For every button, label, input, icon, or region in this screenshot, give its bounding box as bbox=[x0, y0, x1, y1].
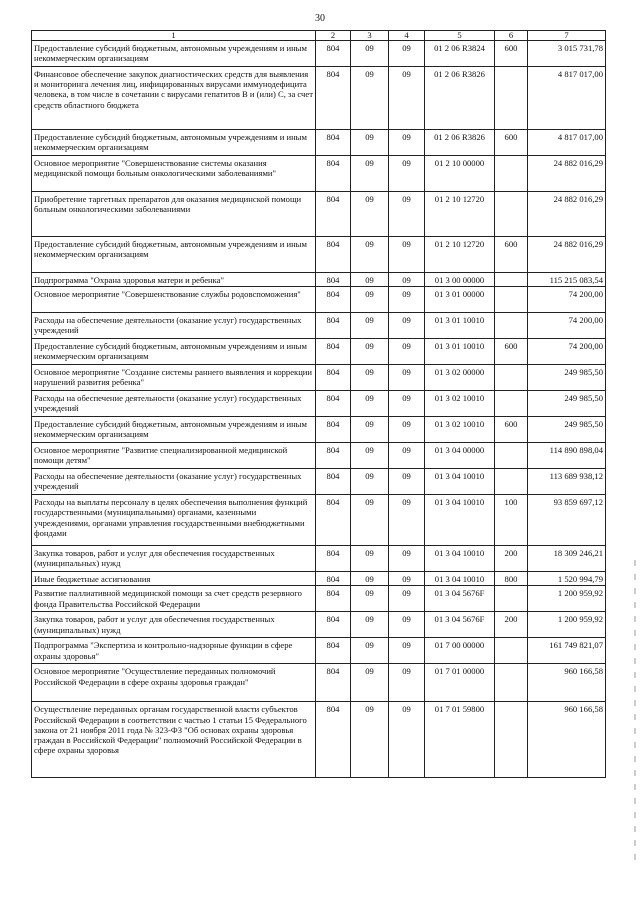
expense-type-cell bbox=[495, 638, 528, 664]
target-article-cell: 01 7 01 00000 bbox=[425, 664, 495, 702]
expense-type-cell bbox=[495, 443, 528, 469]
row-name-cell: Расходы на обеспечение деятельности (оказание услуг) государственных учреждений bbox=[32, 391, 316, 417]
subsection-cell: 09 bbox=[389, 638, 425, 664]
column-header: 1 bbox=[32, 31, 316, 41]
target-article-cell: 01 3 04 5676F bbox=[425, 586, 495, 612]
grbs-cell: 804 bbox=[316, 192, 351, 237]
amount-cell: 4 817 017,00 bbox=[528, 67, 606, 130]
table-row bbox=[32, 417, 606, 443]
row-name-cell: Предоставление субсидий бюджетным, автономным учреждениям и иным некоммерческим организациям bbox=[32, 417, 316, 443]
row-name-cell: Предоставление субсидий бюджетным, автономным учреждениям и иным некоммерческим организациям bbox=[32, 130, 316, 156]
table-row bbox=[32, 313, 606, 339]
amount-cell: 960 166,58 bbox=[528, 702, 606, 778]
expense-type-cell: 600 bbox=[495, 130, 528, 156]
table-row bbox=[32, 664, 606, 702]
section-cell: 09 bbox=[351, 41, 389, 67]
section-cell: 09 bbox=[351, 67, 389, 130]
expense-type-cell bbox=[495, 365, 528, 391]
grbs-cell: 804 bbox=[316, 664, 351, 702]
grbs-cell: 804 bbox=[316, 67, 351, 130]
amount-cell: 249 985,50 bbox=[528, 365, 606, 391]
amount-cell: 161 749 821,07 bbox=[528, 638, 606, 664]
target-article-cell: 01 3 01 00000 bbox=[425, 287, 495, 313]
subsection-cell: 09 bbox=[389, 664, 425, 702]
table-row bbox=[32, 546, 606, 572]
grbs-cell: 804 bbox=[316, 546, 351, 572]
row-name-cell: Основное мероприятие "Создание системы раннего выявления и коррекции нарушений развития ребенка" bbox=[32, 365, 316, 391]
page-number: 30 bbox=[315, 13, 325, 24]
row-name-cell: Финансовое обеспечение закупок диагностических средств для выявления и мониторинга лечения лиц, инфицированных вирусами иммунодефицита человека, в том числе в сочетании с вирусами гепатитов В и (или) С, за счет средств областного бюджета bbox=[32, 67, 316, 130]
target-article-cell: 01 2 10 12720 bbox=[425, 192, 495, 237]
grbs-cell: 804 bbox=[316, 339, 351, 365]
expense-type-cell bbox=[495, 192, 528, 237]
table-row bbox=[32, 702, 606, 778]
target-article-cell: 01 3 00 00000 bbox=[425, 273, 495, 287]
target-article-cell: 01 3 02 10010 bbox=[425, 391, 495, 417]
row-name-cell: Расходы на обеспечение деятельности (оказание услуг) государственных учреждений bbox=[32, 313, 316, 339]
amount-cell: 24 882 016,29 bbox=[528, 237, 606, 273]
target-article-cell: 01 3 02 00000 bbox=[425, 365, 495, 391]
row-name-cell: Осуществление переданных органам государственной власти субъектов Российской Федерации в соответствии с частью 1 статьи 15 Федерального закона от 21 ноября 2011 года № 323-ФЗ "Об основах охраны здоровья граждан в Российской Федерации" полномочий Российской Федерации в сфере охраны здоровья bbox=[32, 702, 316, 778]
target-article-cell: 01 3 01 10010 bbox=[425, 339, 495, 365]
target-article-cell: 01 2 10 12720 bbox=[425, 237, 495, 273]
table-row bbox=[32, 41, 606, 67]
table-row bbox=[32, 638, 606, 664]
section-cell: 09 bbox=[351, 365, 389, 391]
expense-type-cell bbox=[495, 586, 528, 612]
amount-cell: 3 015 731,78 bbox=[528, 41, 606, 67]
amount-cell: 18 309 246,21 bbox=[528, 546, 606, 572]
section-cell: 09 bbox=[351, 273, 389, 287]
row-name-cell: Расходы на выплаты персоналу в целях обеспечения выполнения функций государственными (муниципальными) органами, казенными учреждениями, органами управления государственными внебюджетными фондами bbox=[32, 495, 316, 546]
subsection-cell: 09 bbox=[389, 469, 425, 495]
section-cell: 09 bbox=[351, 638, 389, 664]
grbs-cell: 804 bbox=[316, 391, 351, 417]
table-row bbox=[32, 612, 606, 638]
amount-cell: 249 985,50 bbox=[528, 417, 606, 443]
row-name-cell: Подпрограмма "Экспертиза и контрольно-надзорные функции в сфере охраны здоровья" bbox=[32, 638, 316, 664]
expense-type-cell bbox=[495, 391, 528, 417]
budget-table bbox=[31, 30, 606, 778]
expense-type-cell bbox=[495, 67, 528, 130]
subsection-cell: 09 bbox=[389, 702, 425, 778]
section-cell: 09 bbox=[351, 586, 389, 612]
amount-cell: 74 200,00 bbox=[528, 287, 606, 313]
subsection-cell: 09 bbox=[389, 391, 425, 417]
row-name-cell: Закупка товаров, работ и услуг для обеспечения государственных (муниципальных) нужд bbox=[32, 612, 316, 638]
grbs-cell: 804 bbox=[316, 586, 351, 612]
subsection-cell: 09 bbox=[389, 156, 425, 192]
row-name-cell: Предоставление субсидий бюджетным, автономным учреждениям и иным некоммерческим организациям bbox=[32, 41, 316, 67]
amount-cell: 74 200,00 bbox=[528, 339, 606, 365]
target-article-cell: 01 2 06 R3826 bbox=[425, 67, 495, 130]
subsection-cell: 09 bbox=[389, 365, 425, 391]
expense-type-cell: 100 bbox=[495, 495, 528, 546]
row-name-cell: Подпрограмма "Охрана здоровья матери и ребенка" bbox=[32, 273, 316, 287]
grbs-cell: 804 bbox=[316, 156, 351, 192]
amount-cell: 114 890 898,04 bbox=[528, 443, 606, 469]
subsection-cell: 09 bbox=[389, 572, 425, 586]
section-cell: 09 bbox=[351, 572, 389, 586]
expense-type-cell: 200 bbox=[495, 612, 528, 638]
target-article-cell: 01 3 02 10010 bbox=[425, 417, 495, 443]
table-row bbox=[32, 287, 606, 313]
section-cell: 09 bbox=[351, 612, 389, 638]
section-cell: 09 bbox=[351, 443, 389, 469]
table-row bbox=[32, 365, 606, 391]
subsection-cell: 09 bbox=[389, 417, 425, 443]
expense-type-cell bbox=[495, 287, 528, 313]
grbs-cell: 804 bbox=[316, 365, 351, 391]
row-name-cell: Иные бюджетные ассигнования bbox=[32, 572, 316, 586]
expense-type-cell bbox=[495, 273, 528, 287]
expense-type-cell bbox=[495, 313, 528, 339]
target-article-cell: 01 3 04 10010 bbox=[425, 495, 495, 546]
row-name-cell: Основное мероприятие "Осуществление переданных полномочий Российской Федерации в сфере охраны здоровья граждан" bbox=[32, 664, 316, 702]
target-article-cell: 01 3 01 10010 bbox=[425, 313, 495, 339]
section-cell: 09 bbox=[351, 546, 389, 572]
grbs-cell: 804 bbox=[316, 469, 351, 495]
table-row bbox=[32, 391, 606, 417]
table-header-row bbox=[32, 31, 606, 41]
subsection-cell: 09 bbox=[389, 41, 425, 67]
row-name-cell: Развитие паллиативной медицинской помощи за счет средств резервного фонда Правительства Российской Федерации bbox=[32, 586, 316, 612]
table-row bbox=[32, 67, 606, 130]
section-cell: 09 bbox=[351, 339, 389, 365]
row-name-cell: Основное мероприятие "Совершенствование службы родовспоможения" bbox=[32, 287, 316, 313]
grbs-cell: 804 bbox=[316, 273, 351, 287]
subsection-cell: 09 bbox=[389, 612, 425, 638]
subsection-cell: 09 bbox=[389, 67, 425, 130]
amount-cell: 1 200 959,92 bbox=[528, 612, 606, 638]
target-article-cell: 01 3 04 10010 bbox=[425, 572, 495, 586]
section-cell: 09 bbox=[351, 417, 389, 443]
subsection-cell: 09 bbox=[389, 237, 425, 273]
column-header: 5 bbox=[425, 31, 495, 41]
expense-type-cell bbox=[495, 156, 528, 192]
table-row bbox=[32, 586, 606, 612]
target-article-cell: 01 3 04 10010 bbox=[425, 469, 495, 495]
table-row bbox=[32, 156, 606, 192]
section-cell: 09 bbox=[351, 130, 389, 156]
scan-edge-mark bbox=[634, 560, 636, 860]
subsection-cell: 09 bbox=[389, 192, 425, 237]
amount-cell: 1 200 959,92 bbox=[528, 586, 606, 612]
table-row bbox=[32, 130, 606, 156]
amount-cell: 24 882 016,29 bbox=[528, 156, 606, 192]
amount-cell: 24 882 016,29 bbox=[528, 192, 606, 237]
subsection-cell: 09 bbox=[389, 443, 425, 469]
section-cell: 09 bbox=[351, 237, 389, 273]
subsection-cell: 09 bbox=[389, 313, 425, 339]
target-article-cell: 01 3 04 10010 bbox=[425, 546, 495, 572]
expense-type-cell bbox=[495, 702, 528, 778]
expense-type-cell: 600 bbox=[495, 237, 528, 273]
expense-type-cell: 600 bbox=[495, 41, 528, 67]
amount-cell: 4 817 017,00 bbox=[528, 130, 606, 156]
section-cell: 09 bbox=[351, 287, 389, 313]
subsection-cell: 09 bbox=[389, 273, 425, 287]
target-article-cell: 01 2 10 00000 bbox=[425, 156, 495, 192]
target-article-cell: 01 2 06 R3824 bbox=[425, 41, 495, 67]
section-cell: 09 bbox=[351, 702, 389, 778]
column-header: 3 bbox=[351, 31, 389, 41]
amount-cell: 1 520 994,79 bbox=[528, 572, 606, 586]
row-name-cell: Расходы на обеспечение деятельности (оказание услуг) государственных учреждений bbox=[32, 469, 316, 495]
amount-cell: 249 985,50 bbox=[528, 391, 606, 417]
table-row bbox=[32, 469, 606, 495]
grbs-cell: 804 bbox=[316, 612, 351, 638]
amount-cell: 960 166,58 bbox=[528, 664, 606, 702]
row-name-cell: Закупка товаров, работ и услуг для обеспечения государственных (муниципальных) нужд bbox=[32, 546, 316, 572]
table-row bbox=[32, 237, 606, 273]
grbs-cell: 804 bbox=[316, 417, 351, 443]
column-header: 6 bbox=[495, 31, 528, 41]
row-name-cell: Предоставление субсидий бюджетным, автономным учреждениям и иным некоммерческим организациям bbox=[32, 339, 316, 365]
row-name-cell: Предоставление субсидий бюджетным, автономным учреждениям и иным некоммерческим организациям bbox=[32, 237, 316, 273]
table-body bbox=[32, 41, 606, 778]
section-cell: 09 bbox=[351, 192, 389, 237]
table-row bbox=[32, 273, 606, 287]
section-cell: 09 bbox=[351, 469, 389, 495]
column-header: 7 bbox=[528, 31, 606, 41]
expense-type-cell: 600 bbox=[495, 339, 528, 365]
amount-cell: 113 689 938,12 bbox=[528, 469, 606, 495]
table-row bbox=[32, 339, 606, 365]
amount-cell: 74 200,00 bbox=[528, 313, 606, 339]
target-article-cell: 01 7 01 59800 bbox=[425, 702, 495, 778]
expense-type-cell: 800 bbox=[495, 572, 528, 586]
grbs-cell: 804 bbox=[316, 41, 351, 67]
grbs-cell: 804 bbox=[316, 702, 351, 778]
row-name-cell: Основное мероприятие "Совершенствование системы оказания медицинской помощи больным онкологическими заболеваниями" bbox=[32, 156, 316, 192]
row-name-cell: Основное мероприятие "Развитие специализированной медицинской помощи детям" bbox=[32, 443, 316, 469]
table-row bbox=[32, 443, 606, 469]
amount-cell: 115 215 083,54 bbox=[528, 273, 606, 287]
target-article-cell: 01 3 04 5676F bbox=[425, 612, 495, 638]
expense-type-cell bbox=[495, 469, 528, 495]
row-name-cell: Приобретение таргетных препаратов для оказания медицинской помощи больным онкологическими заболеваниями bbox=[32, 192, 316, 237]
grbs-cell: 804 bbox=[316, 572, 351, 586]
section-cell: 09 bbox=[351, 156, 389, 192]
target-article-cell: 01 2 06 R3826 bbox=[425, 130, 495, 156]
section-cell: 09 bbox=[351, 391, 389, 417]
subsection-cell: 09 bbox=[389, 287, 425, 313]
column-header: 4 bbox=[389, 31, 425, 41]
expense-type-cell: 600 bbox=[495, 417, 528, 443]
subsection-cell: 09 bbox=[389, 586, 425, 612]
section-cell: 09 bbox=[351, 664, 389, 702]
amount-cell: 93 859 697,12 bbox=[528, 495, 606, 546]
subsection-cell: 09 bbox=[389, 339, 425, 365]
grbs-cell: 804 bbox=[316, 237, 351, 273]
column-header: 2 bbox=[316, 31, 351, 41]
expense-type-cell: 200 bbox=[495, 546, 528, 572]
grbs-cell: 804 bbox=[316, 313, 351, 339]
section-cell: 09 bbox=[351, 495, 389, 546]
subsection-cell: 09 bbox=[389, 495, 425, 546]
expense-type-cell bbox=[495, 664, 528, 702]
table-row bbox=[32, 572, 606, 586]
grbs-cell: 804 bbox=[316, 443, 351, 469]
subsection-cell: 09 bbox=[389, 130, 425, 156]
grbs-cell: 804 bbox=[316, 287, 351, 313]
table-row bbox=[32, 495, 606, 546]
table-row bbox=[32, 192, 606, 237]
target-article-cell: 01 7 00 00000 bbox=[425, 638, 495, 664]
section-cell: 09 bbox=[351, 313, 389, 339]
grbs-cell: 804 bbox=[316, 638, 351, 664]
grbs-cell: 804 bbox=[316, 495, 351, 546]
subsection-cell: 09 bbox=[389, 546, 425, 572]
grbs-cell: 804 bbox=[316, 130, 351, 156]
target-article-cell: 01 3 04 00000 bbox=[425, 443, 495, 469]
